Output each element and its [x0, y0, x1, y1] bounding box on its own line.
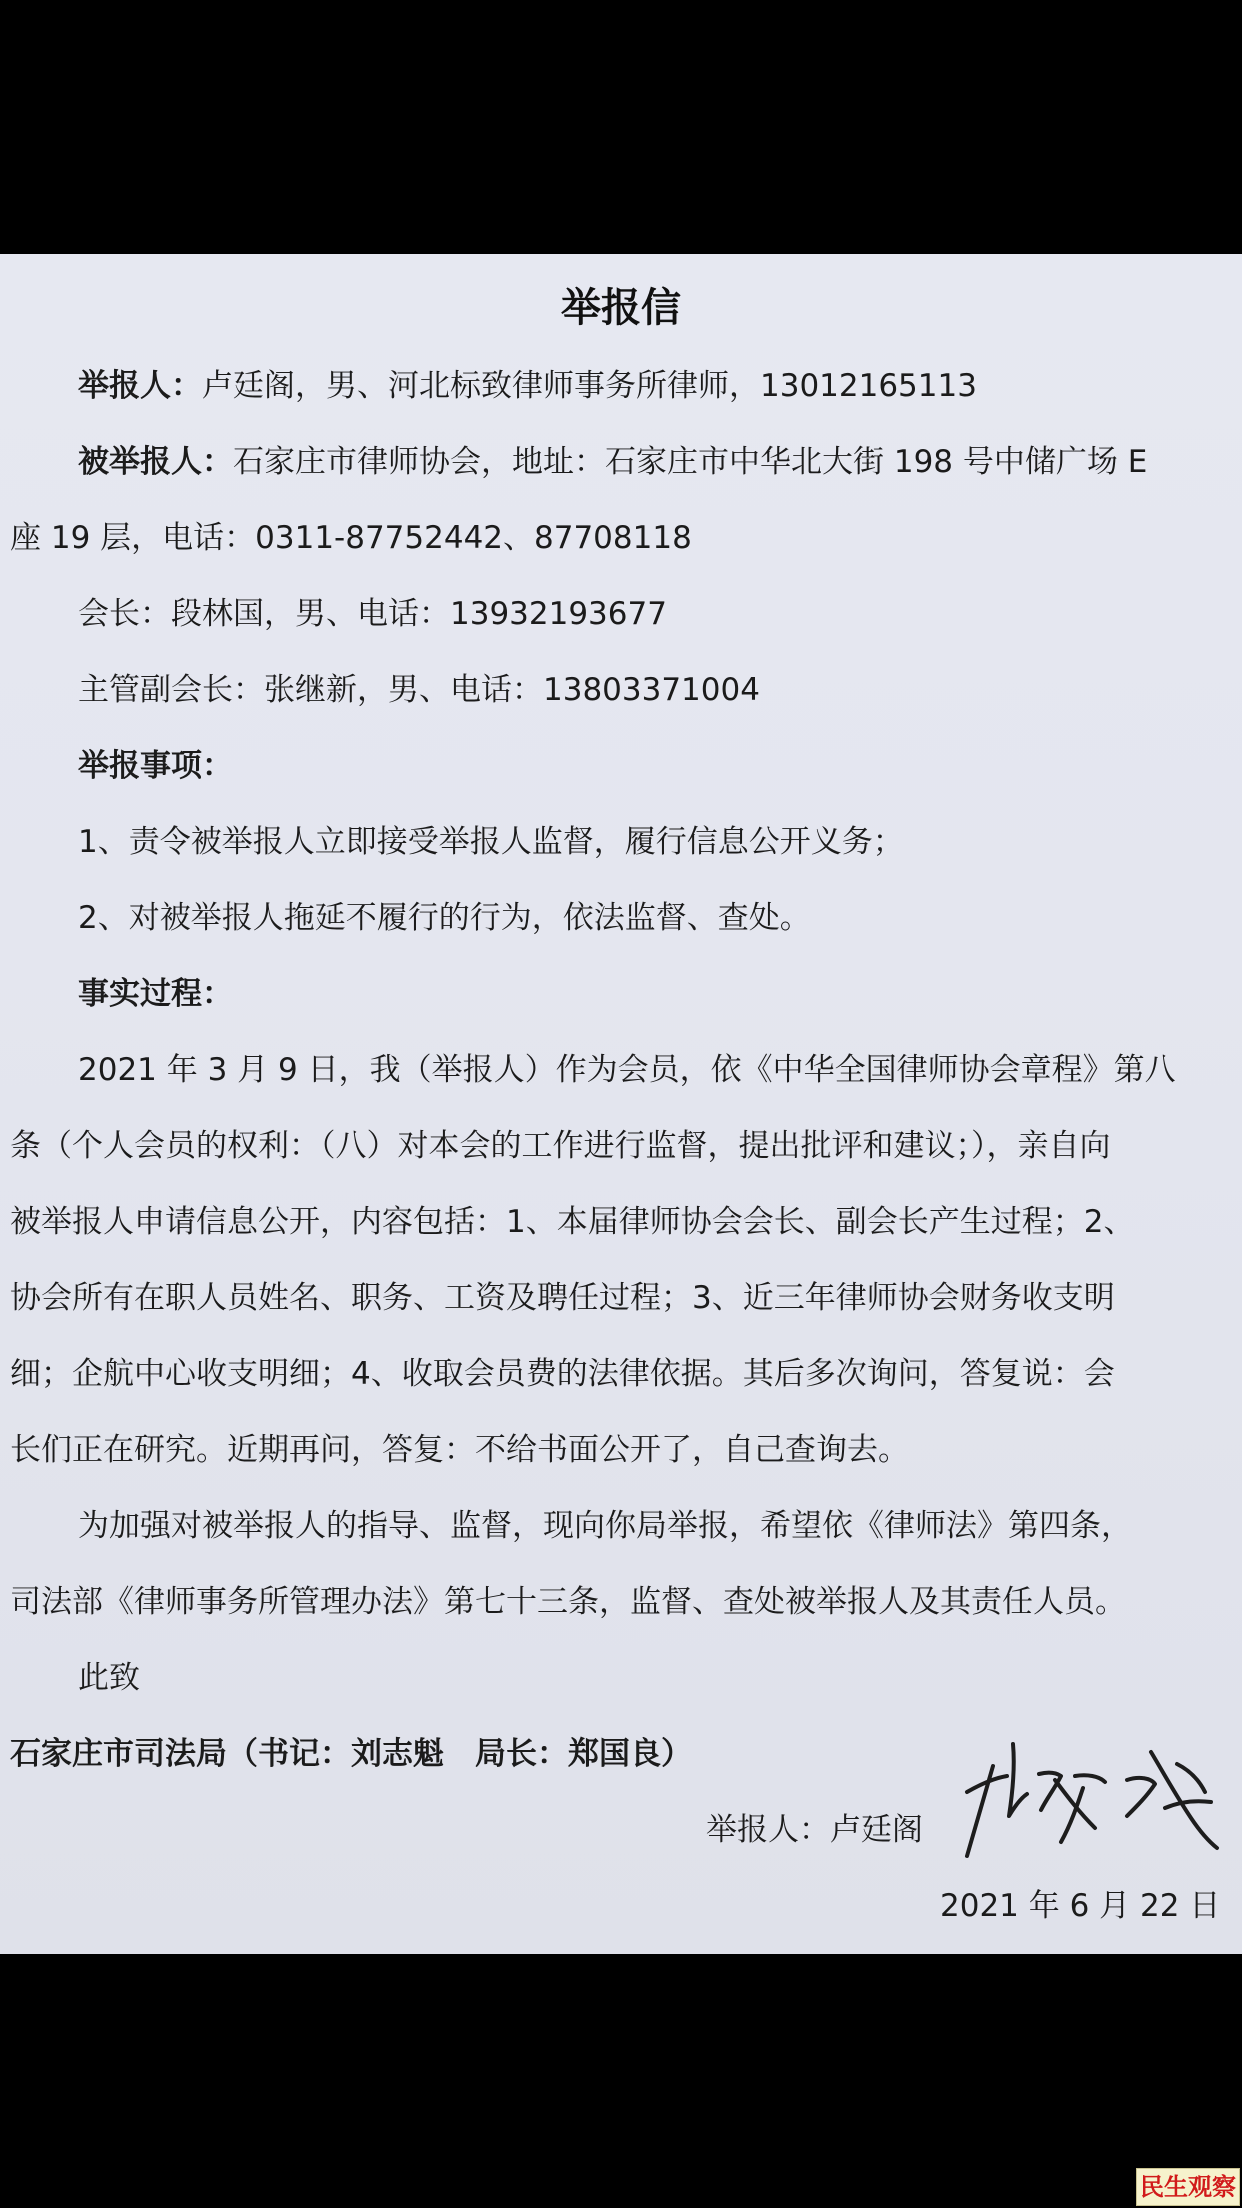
vice-president-line: 主管副会长：张继新，男、电话：13803371004	[78, 672, 760, 708]
reporter-line	[78, 366, 977, 406]
salutation: 此致	[78, 1660, 140, 1696]
signoff-line: 举报人：卢廷阁	[706, 1812, 923, 1848]
facts-line: 协会所有在职人员姓名、职务、工资及聘任过程；3、近三年律师协会财务收支明	[10, 1280, 1115, 1316]
facts-heading: 事实过程：	[78, 976, 233, 1012]
reported-line-1	[78, 442, 1147, 482]
handwritten-signature	[955, 1736, 1235, 1866]
facts-line: 被举报人申请信息公开，内容包括：1、本届律师协会会长、副会长产生过程；2、	[10, 1204, 1135, 1240]
reported-line-2: 座 19 层，电话：0311-87752442、87708118	[10, 520, 692, 556]
request-line: 为加强对被举报人的指导、监督，现向你局举报，希望依《律师法》第四条，	[78, 1508, 1132, 1544]
matters-heading: 举报事项：	[78, 748, 233, 784]
facts-line: 2021 年 3 月 9 日，我（举报人）作为会员，依《中华全国律师协会章程》第八	[78, 1052, 1176, 1088]
matter-item-1: 1、责令被举报人立即接受举报人监督，履行信息公开义务；	[78, 824, 904, 860]
reporter-label: 举报人：	[78, 368, 202, 404]
recipient-line: 石家庄市司法局（书记：刘志魁 局长：郑国良）	[10, 1736, 692, 1772]
matter-item-2: 2、对被举报人拖延不履行的行为，依法监督、查处。	[78, 900, 811, 936]
watermark-badge: 民生观察	[1136, 2168, 1240, 2206]
reported-value-1: 石家庄市律师协会，地址：石家庄市中华北大街 198 号中储广场 E	[233, 444, 1148, 480]
letter-paper	[0, 254, 1242, 1954]
letter-title: 举报信	[561, 285, 681, 331]
facts-line: 长们正在研究。近期再问，答复：不给书面公开了，自己查询去。	[10, 1432, 909, 1468]
reporter-value: 卢廷阁，男、河北标致律师事务所律师，13012165113	[202, 368, 977, 404]
letter-date: 2021 年 6 月 22 日	[940, 1888, 1221, 1924]
facts-line: 条（个人会员的权利：（八）对本会的工作进行监督，提出批评和建议；），亲自向	[10, 1128, 1111, 1164]
facts-line: 细；企航中心收支明细；4、收取会员费的法律依据。其后多次询问，答复说：会	[10, 1356, 1115, 1392]
request-line: 司法部《律师事务所管理办法》第七十三条，监督、查处被举报人及其责任人员。	[10, 1584, 1126, 1620]
president-line: 会长：段林国，男、电话：13932193677	[78, 596, 667, 632]
reported-label: 被举报人：	[78, 444, 233, 480]
